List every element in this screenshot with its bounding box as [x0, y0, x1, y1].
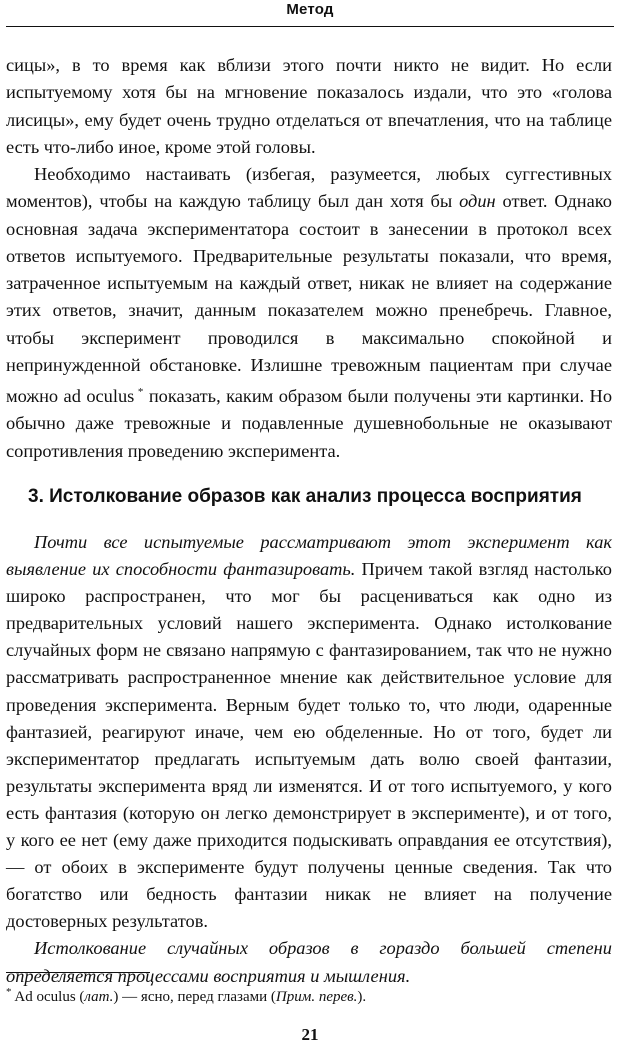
footnote-latin: Ad oculus ( — [11, 989, 85, 1005]
paragraph-4-emphasis: Истолкование случайных образов в гораздо большей степени определяется процессами восприятия и мышления. — [6, 938, 612, 986]
running-head: Метод — [286, 1, 334, 18]
footnote-close: ). — [357, 989, 367, 1005]
footnote — [6, 982, 612, 1007]
footnote-meaning: ) — ясно, перед глазами ( — [113, 989, 276, 1005]
paragraph-2-text-a: Необходимо настаивать (избегая, разумеется, любых суггестивных моментов), чтобы на каждую таблицу был дан хотя бы — [6, 164, 612, 212]
footnote-lang: лат. — [84, 989, 114, 1005]
paragraph-2 — [6, 161, 612, 465]
footnote-star: * — [6, 986, 12, 998]
paragraph-2-text-b: ответ. Однако основная задача экспериментатора состоит в занесении в протокол всех ответов испытуемого. Предварительные результаты показали, что время, затраченное испытуемым на каждый ответ, никак не влияет на содержание этих ответов, значит, данным показателем можно пренебречь. Главное, чтобы эксперимент проводился в максимально спокойной и непринужденной обстановке. Излишне тревожным пациентам при случае можно ad oculus — [6, 191, 612, 407]
paragraph-3-emphasis: Почти все испытуемые рассматривают этот эксперимент как выявление их способности фантазировать. — [6, 532, 612, 580]
header-rule — [6, 26, 614, 27]
paragraph-2-emphasis: один — [459, 191, 496, 212]
footnote-translator-note: Прим. перев. — [275, 989, 358, 1005]
page-number: 21 — [301, 1025, 319, 1044]
footnote-rule — [6, 972, 150, 973]
paragraph-3-text: Причем такой взгляд настолько широко распространен, что мог бы расцениваться как одно из предварительных условий нашего эксперимента. Однако истолкование случайных форм не связано напрямую с фантазированием, так что не нужно рассматривать распространенное мнение как действительное условие для проведения эксперимента. Верным будет только то, что люди, одаренные фантазией, реагируют иначе, чем ею обделенные. Но от того, будет ли экспериментатор предлагать испытуемым дать волю своей фантазии, результаты эксперимента вряд ли изменятся. И от того испытуемого, у кого есть фантазия (которую он легко демонстрирует в эксперименте), и от того, у кого ее нет (ему даже приходится подыскивать оправдания ее отсутствия), — от обоих в эксперименте будут получены ценные сведения. Так что богатство или бедность фантазии никак не влияет на получение достоверных результатов. — [6, 559, 612, 932]
section-heading: 3. Истолкование образов как анализ процесса восприятия — [28, 486, 582, 507]
section-3-body — [6, 529, 612, 990]
paragraph-3 — [6, 529, 612, 935]
footnote-marker: * — [134, 386, 144, 398]
paragraph-2-text-c: показать, каким образом были получены эти картинки. Но обычно даже тревожные и подавленные душевнобольные не оказывают сопротивления проведению эксперимента. — [6, 386, 613, 461]
section-body-continued — [6, 52, 612, 465]
paragraph-1: сицы», в то время как вблизи этого почти никто не видит. Но если испытуемому хотя бы на мгновение показалось издали, что это «голова лисицы», ему будет очень трудно отделаться от впечатления, что на таблице есть что-либо иное, кроме этой головы. — [6, 55, 612, 157]
